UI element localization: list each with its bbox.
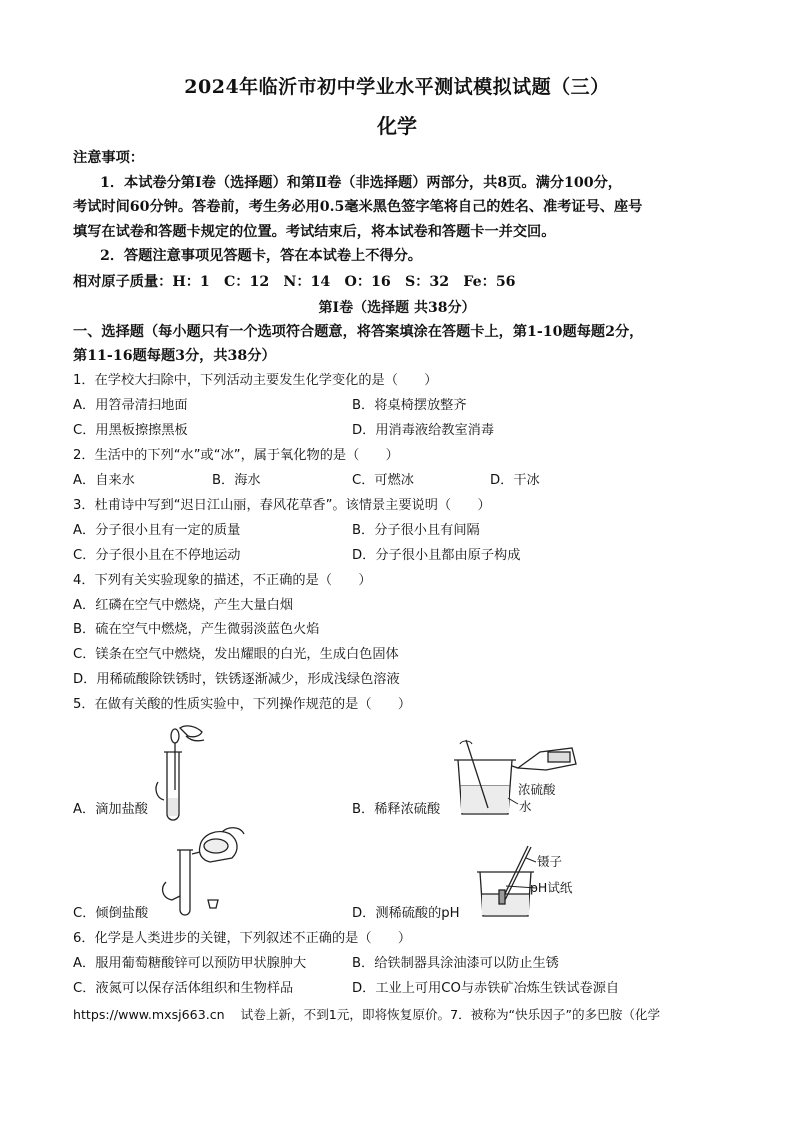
q2-stem: 2．生活中的下列“水”或“冰”，属于氧化物的是（ ） — [73, 448, 399, 463]
q3-option-b: B．分子很小且有间隔 — [352, 523, 480, 538]
figure-dropping-acid — [150, 722, 210, 832]
q2-option-a: A．自来水 — [73, 473, 135, 488]
figure-pouring-acid — [152, 826, 252, 921]
q6-option-d: D．工业上可用CO与赤铁矿冶炼生铁试卷源自 — [352, 981, 620, 996]
q2-option-b: B．海水 — [212, 473, 261, 488]
q5-option-c: C．倾倒盐酸 — [73, 906, 149, 921]
q1-option-b: B．将桌椅摆放整齐 — [352, 398, 467, 413]
q5-stem: 5．在做有关酸的性质实验中，下列操作规范的是（ ） — [73, 697, 412, 712]
q1-option-a: A．用笤帚清扫地面 — [73, 398, 188, 413]
label-conc-sulfuric-acid: 浓硫酸 — [518, 782, 556, 797]
q5-option-b: B．稀释浓硫酸 — [352, 802, 441, 817]
label-ph-paper: pH试纸 — [530, 880, 573, 895]
notice-item-2: 2．答题注意事项见答题卡，答在本试卷上不得分。 — [100, 248, 422, 264]
section-1-title: 第Ⅰ卷（选择题 共38分） — [318, 300, 476, 316]
q3-option-d: D．分子很小且都由原子构成 — [352, 548, 521, 563]
q4-option-b: B．硫在空气中燃烧，产生微弱淡蓝色火焰 — [73, 622, 320, 637]
label-tweezers: 镊子 — [537, 854, 563, 869]
q2-option-c: C．可燃冰 — [352, 473, 414, 488]
exam-title: 2024年临沂市初中学业水平测试模拟试题（三） — [184, 76, 610, 98]
q6-option-b: B．给铁制器具涂油漆可以防止生锈 — [352, 956, 559, 971]
section-1-instruction-line-2: 第11-16题每题3分，共38分） — [73, 348, 276, 364]
q6-option-c: C．液氮可以保存活体组织和生物样品 — [73, 981, 294, 996]
q4-option-d: D．用稀硫酸除铁锈时，铁锈逐渐减少，形成浅绿色溶液 — [73, 672, 400, 687]
section-1-instruction-line-1: 一、选择题（每小题只有一个选项符合题意，将答案填涂在答题卡上，第1-10题每题2分， — [73, 324, 644, 340]
q5-option-a: A．滴加盐酸 — [73, 802, 148, 817]
q1-option-d: D．用消毒液给教室消毒 — [352, 423, 495, 438]
q1-option-c: C．用黑板擦擦黑板 — [73, 423, 188, 438]
q6-stem: 6．化学是人类进步的关键，下列叙述不正确的是（ ） — [73, 931, 412, 946]
q5-option-d: D．测稀硫酸的pH — [352, 906, 460, 921]
notice-item-1-line-2: 考试时间60分钟。答卷前，考生务必用0.5毫米黑色签字笔将自己的姓名、准考证号、座号 — [73, 199, 643, 215]
notice-item-1-line-1: 1．本试卷分第Ⅰ卷（选择题）和第Ⅱ卷（非选择题）两部分，共8页。满分100分， — [100, 175, 622, 191]
notice-heading: 注意事项： — [73, 150, 144, 166]
q2-option-d: D．干冰 — [490, 473, 540, 488]
label-water: 水 — [519, 799, 532, 814]
figure-diluting-acid — [448, 738, 588, 818]
q4-option-c: C．镁条在空气中燃烧，发出耀眼的白光，生成白色固体 — [73, 647, 399, 662]
footer-text: 试卷上新，不到1元，即将恢复原价。7．被称为“快乐因子”的多巴胺（化学 — [240, 1007, 661, 1022]
footer-url[interactable]: https://www.mxsj663.cn — [73, 1007, 225, 1022]
q3-option-a: A．分子很小且有一定的质量 — [73, 523, 241, 538]
q3-option-c: C．分子很小且在不停地运动 — [73, 548, 241, 563]
q4-option-a: A．红磷在空气中燃烧，产生大量白烟 — [73, 598, 294, 613]
q3-stem: 3．杜甫诗中写到“迟日江山丽，春风花草香”。该情景主要说明（ ） — [73, 498, 491, 513]
atomic-mass-line: 相对原子质量：H：1 C：12 N：14 O：16 S：32 Fe：56 — [73, 274, 516, 290]
footer-line — [73, 1004, 660, 1023]
q6-option-a: A．服用葡萄糖酸锌可以预防甲状腺肿大 — [73, 956, 307, 971]
q1-stem: 1．在学校大扫除中，下列活动主要发生化学变化的是（ ） — [73, 373, 438, 388]
q4-stem: 4．下列有关实验现象的描述，不正确的是（ ） — [73, 573, 372, 588]
notice-item-1-line-3: 填写在试卷和答题卡规定的位置。考试结束后，将本试卷和答题卡一并交回。 — [73, 224, 556, 240]
subject-title: 化学 — [377, 114, 417, 138]
